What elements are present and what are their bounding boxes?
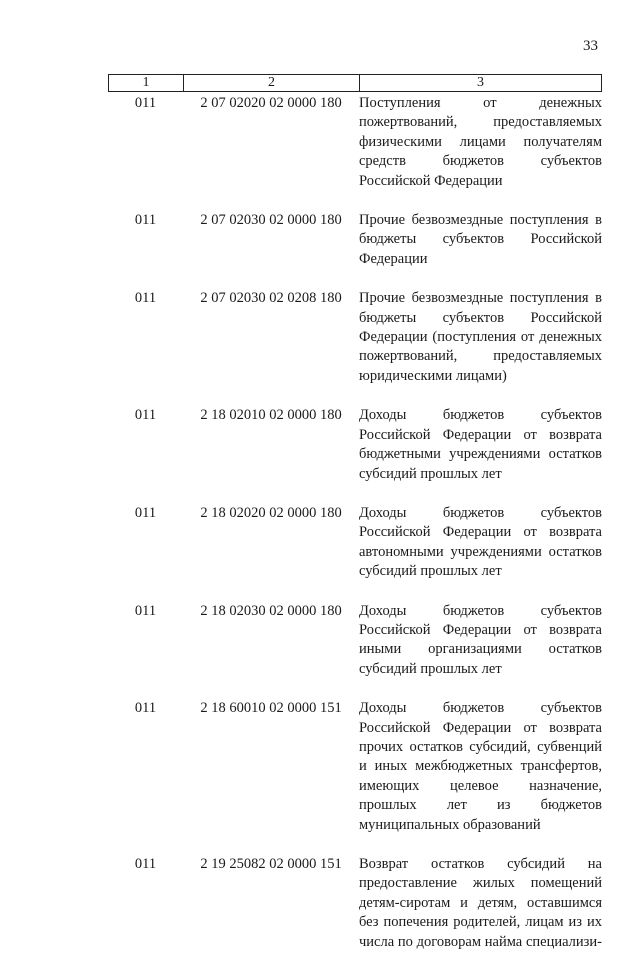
table-row (108, 406, 602, 484)
header-col-3: 3 (477, 75, 484, 90)
revenue-code: 2 07 02030 02 0000 180 (200, 212, 342, 229)
table-row (108, 94, 602, 191)
table-row (108, 855, 602, 952)
header-col-2: 2 (184, 75, 360, 91)
admin-code: 011 (134, 212, 157, 229)
revenue-code: 2 19 25082 02 0000 151 (200, 856, 342, 872)
revenue-name: Прочие безвозмездные поступления в бюджеты субъектов Российской Федерации (359, 212, 602, 267)
table-row (108, 289, 602, 386)
table-header (108, 74, 602, 92)
revenue-name: Прочие безвозмездные поступления в бюджеты субъектов Российской Федерации (поступления от денежных пожертвований, предоставляемых юридическими лицами) (359, 290, 602, 384)
admin-code: 011 (134, 290, 157, 307)
revenue-name: Поступления от денежных пожертвований, предоставляемых физическими лицами получателям средств бюджетов субъектов Российской Федерации (359, 95, 602, 189)
revenue-code: 2 18 02010 02 0000 180 (200, 407, 342, 424)
admin-code: 011 (134, 856, 157, 872)
admin-code: 011 (134, 700, 157, 717)
table-row (108, 211, 602, 269)
page-number: 33 (583, 38, 598, 54)
revenue-code: 2 07 02030 02 0208 180 (200, 290, 342, 307)
revenue-name: Доходы бюджетов субъектов Российской Федерации от возврата прочих остатков субсидий, субвенций и иных межбюджетных трансфертов, имеющих целевое назначение, прошлых лет из бюджетов муниципальных образований (359, 700, 602, 833)
revenue-code: 2 18 02020 02 0000 180 (200, 504, 342, 521)
revenue-code: 2 18 02030 02 0000 180 (200, 602, 342, 619)
revenue-name: Возврат остатков субсидий на предоставление жилых помещений детям-сиротам и детям, оставшимся без попечения родителей, лицам из их числа по договорам найма специализи- (359, 856, 602, 950)
revenue-name: Доходы бюджетов субъектов Российской Федерации от возврата автономными учреждениями остатков субсидий прошлых лет (359, 504, 602, 580)
admin-code: 011 (134, 504, 157, 521)
revenue-name: Доходы бюджетов субъектов Российской Федерации от возврата иными организациями остатков субсидий прошлых лет (359, 602, 602, 677)
admin-code: 011 (134, 95, 157, 111)
admin-code: 011 (134, 602, 157, 619)
table-row (108, 602, 602, 680)
table-row (108, 699, 602, 835)
header-col-1: 1 (109, 75, 184, 91)
table-row (108, 504, 602, 582)
revenue-code: 2 18 60010 02 0000 151 (200, 700, 342, 717)
revenue-code: 2 07 02020 02 0000 180 (200, 95, 342, 111)
revenue-name: Доходы бюджетов субъектов Российской Федерации от возврата бюджетными учреждениями остатков субсидий прошлых лет (359, 407, 602, 482)
table-body (108, 94, 602, 972)
admin-code: 011 (134, 407, 157, 424)
